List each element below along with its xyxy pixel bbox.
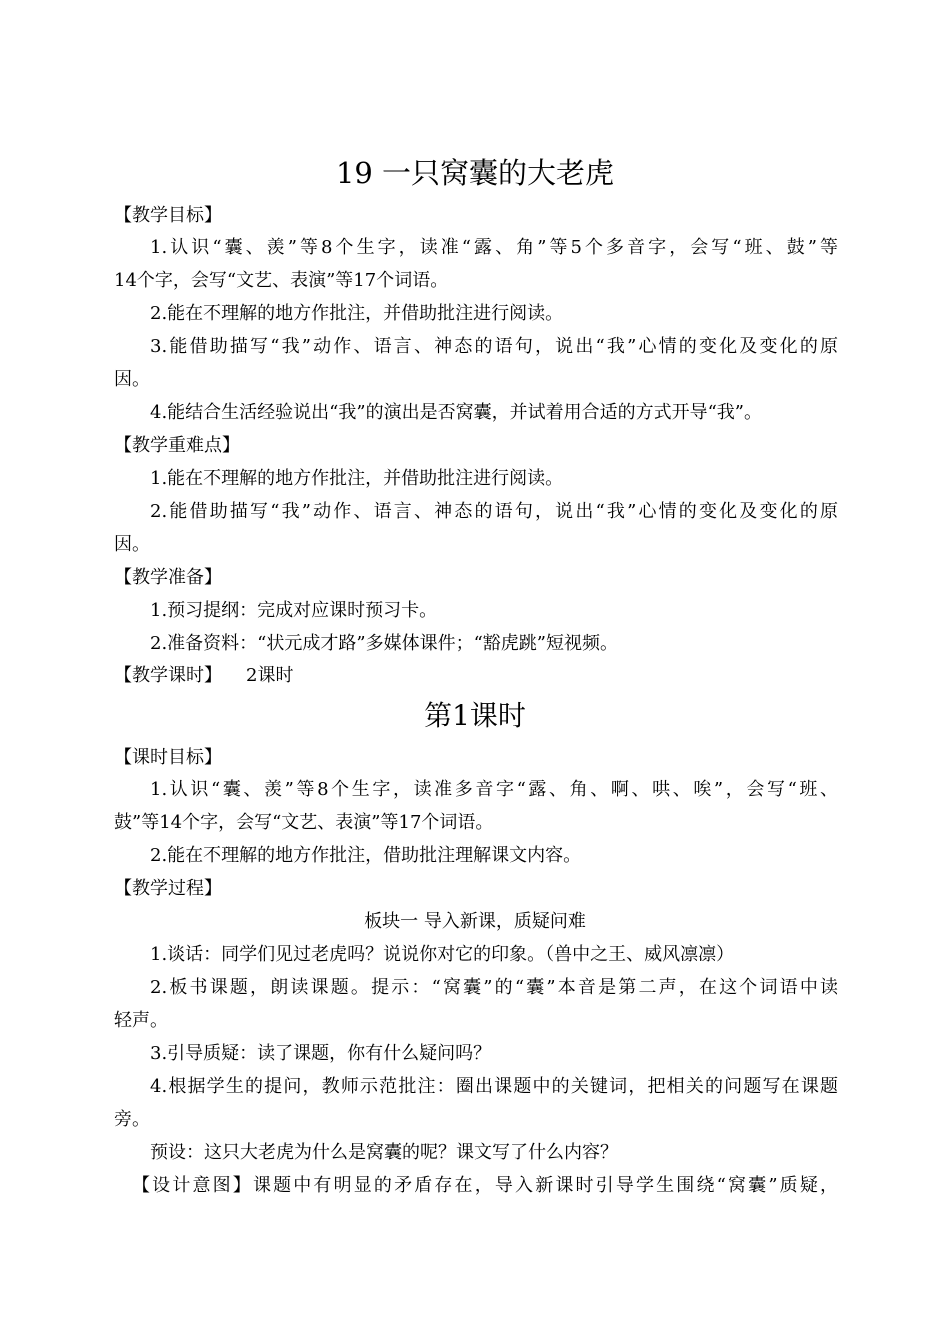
block-title: 板块一 导入新课，质疑问难 — [364, 911, 586, 932]
document-title: 19 一只窝囊的大老虎 — [335, 156, 615, 190]
preset-answer: 预设：这只大老虎为什么是窝囊的呢？课文写了什么内容？ — [150, 1142, 618, 1163]
goal-3-line-1: 3.能借助描写“我”动作、语言、神态的语句，说出“我”心情的变化及变化的原 — [150, 336, 838, 357]
goal-2: 2.能在不理解的地方作批注，并借助批注进行阅读。 — [150, 303, 564, 324]
section-heading-teaching-process: 【教学过程】 — [114, 878, 222, 899]
lesson-title: 第1课时 — [424, 699, 526, 732]
section-heading-key-points: 【教学重难点】 — [114, 435, 240, 456]
lesson-goal-1-line-2: 鼓”等14个字，会写“文艺、表演”等17个词语。 — [114, 812, 494, 833]
design-intent: 【设计意图】课题中有明显的矛盾存在，导入新课时引导学生围绕“窝囊”质疑， — [132, 1175, 838, 1196]
process-step-2-line-2: 轻声。 — [114, 1010, 168, 1031]
lesson-goal-1-line-1: 1.认识“囊、羡”等8个生字，读准多音字“露、角、啊、哄、唉”，会写“班、 — [150, 779, 838, 800]
prep-item-1: 1.预习提纲：完成对应课时预习卡。 — [150, 600, 438, 621]
process-step-3: 3.引导质疑：读了课题，你有什么疑问吗？ — [150, 1043, 492, 1064]
teaching-hours-value: 2课时 — [246, 665, 294, 686]
process-step-4-line-2: 旁。 — [114, 1109, 150, 1130]
goal-4: 4.能结合生活经验说出“我”的演出是否窝囊，并试着用合适的方式开导“我”。 — [150, 402, 762, 423]
process-step-4-line-1: 4.根据学生的提问，教师示范批注：圈出课题中的关键词，把相关的问题写在课题 — [150, 1076, 838, 1097]
goal-3-line-2: 因。 — [114, 369, 150, 390]
section-heading-teaching-goals: 【教学目标】 — [114, 205, 222, 226]
process-step-2-line-1: 2.板书课题，朗读课题。提示：“窝囊”的“囊”本音是第二声，在这个词语中读 — [150, 977, 838, 998]
key-point-2-line-1: 2.能借助描写“我”动作、语言、神态的语句，说出“我”心情的变化及变化的原 — [150, 501, 838, 522]
section-teaching-hours — [0, 663, 950, 689]
goal-1-line-1: 1.认识“囊、羡”等8个生字，读准“露、角”等5个多音字，会写“班、鼓”等 — [150, 237, 838, 258]
lesson-goal-2: 2.能在不理解的地方作批注，借助批注理解课文内容。 — [150, 845, 582, 866]
section-heading-lesson-goals: 【课时目标】 — [114, 747, 222, 768]
key-point-1: 1.能在不理解的地方作批注，并借助批注进行阅读。 — [150, 468, 564, 489]
goal-1-line-2: 14个字，会写“文艺、表演”等17个词语。 — [114, 270, 449, 291]
prep-item-2: 2.准备资料：“状元成才路”多媒体课件；“豁虎跳”短视频。 — [150, 633, 618, 654]
process-step-1: 1.谈话：同学们见过老虎吗？说说你对它的印象。（兽中之王、威风凛凛） — [150, 944, 735, 965]
section-heading-teaching-hours: 【教学课时】 — [114, 665, 222, 686]
key-point-2-line-2: 因。 — [114, 534, 150, 555]
section-heading-preparation: 【教学准备】 — [114, 567, 222, 588]
